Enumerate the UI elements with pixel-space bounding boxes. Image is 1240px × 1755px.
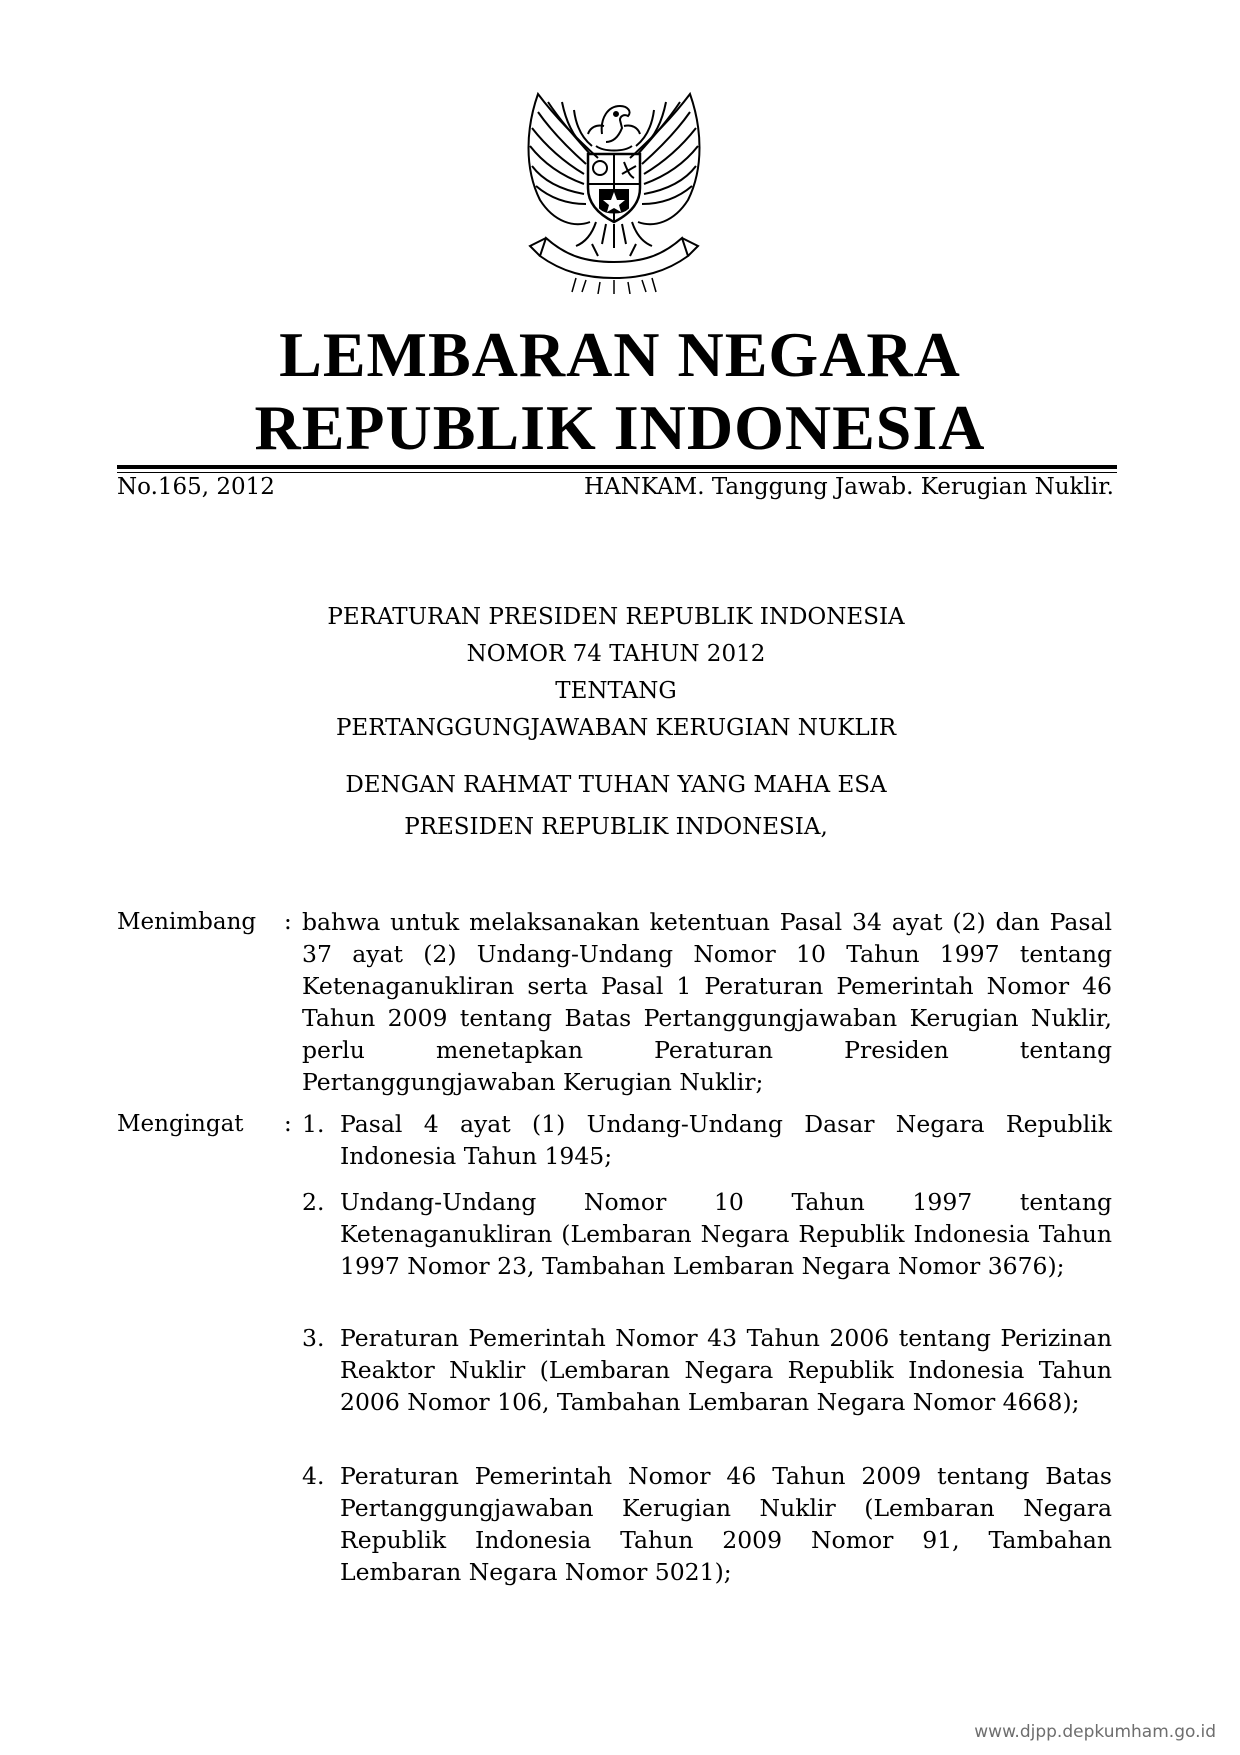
mengingat-item-number: 1. bbox=[302, 1110, 325, 1138]
mengingat-item-text: Undang-Undang Nomor 10 Tahun 1997 tentang Ketenaganukliran (Lembaran Negara Republik Indonesia Tahun 1997 Nomor 23, Tambahan Lembaran Negara Nomor 3676); bbox=[340, 1188, 1112, 1280]
menimbang-label: Menimbang bbox=[117, 909, 257, 935]
mengingat-colon: : bbox=[284, 1111, 292, 1137]
mengingat-item-number: 4. bbox=[302, 1462, 325, 1490]
gazette-subject: HANKAM. Tanggung Jawab. Kerugian Nuklir. bbox=[584, 474, 1114, 500]
regulation-invocation: DENGAN RAHMAT TUHAN YANG MAHA ESA bbox=[345, 772, 887, 798]
regulation-issuer: PRESIDEN REPUBLIK INDONESIA, bbox=[404, 814, 828, 840]
regulation-subject: PERTANGGUNGJAWABAN KERUGIAN NUKLIR bbox=[335, 715, 897, 741]
menimbang-text: bahwa untuk melaksanakan ketentuan Pasal 34 ayat (2) dan Pasal 37 ayat (2) Undang-Undang Nomor 10 Tahun 1997 tentang Ketenaganukliran serta Pasal 1 Peraturan Pemerintah Nomor 46 Tahun 2009 tentang Batas Pertanggungjawaban Kerugian Nuklir, perlu menetapkan Peraturan Presiden tentang Pertanggungjawaban Kerugian Nuklir; bbox=[302, 908, 1112, 1096]
regulation-type: PERATURAN PRESIDEN REPUBLIK INDONESIA bbox=[327, 604, 905, 630]
mengingat-item-text: Pasal 4 ayat (1) Undang-Undang Dasar Negara Republik Indonesia Tahun 1945; bbox=[340, 1110, 1112, 1170]
garuda-emblem-icon bbox=[516, 88, 712, 294]
gazette-title-line1: LEMBARAN NEGARA bbox=[279, 319, 961, 390]
header-divider-thick bbox=[117, 465, 1117, 469]
footer-url: www.djpp.depkumham.go.id bbox=[974, 1722, 1216, 1742]
mengingat-item-text: Peraturan Pemerintah Nomor 43 Tahun 2006 tentang Perizinan Reaktor Nuklir (Lembaran Negara Republik Indonesia Tahun 2006 Nomor 106, Tambahan Lembaran Negara Nomor 4668); bbox=[340, 1324, 1112, 1416]
gazette-number: No.165, 2012 bbox=[117, 474, 275, 500]
mengingat-label: Mengingat bbox=[117, 1111, 244, 1137]
regulation-about: TENTANG bbox=[555, 678, 677, 704]
regulation-number: NOMOR 74 TAHUN 2012 bbox=[466, 641, 766, 667]
mengingat-item-number: 3. bbox=[302, 1324, 325, 1352]
gazette-title-line2: REPUBLIK INDONESIA bbox=[254, 392, 986, 463]
menimbang-colon: : bbox=[284, 909, 292, 935]
mengingat-item-number: 2. bbox=[302, 1188, 325, 1216]
mengingat-item-text: Peraturan Pemerintah Nomor 46 Tahun 2009 tentang Batas Pertanggungjawaban Kerugian Nuklir (Lembaran Negara Republik Indonesia Tahun 2009 Nomor 91, Tambahan Lembaran Negara Nomor 5021); bbox=[340, 1462, 1112, 1586]
